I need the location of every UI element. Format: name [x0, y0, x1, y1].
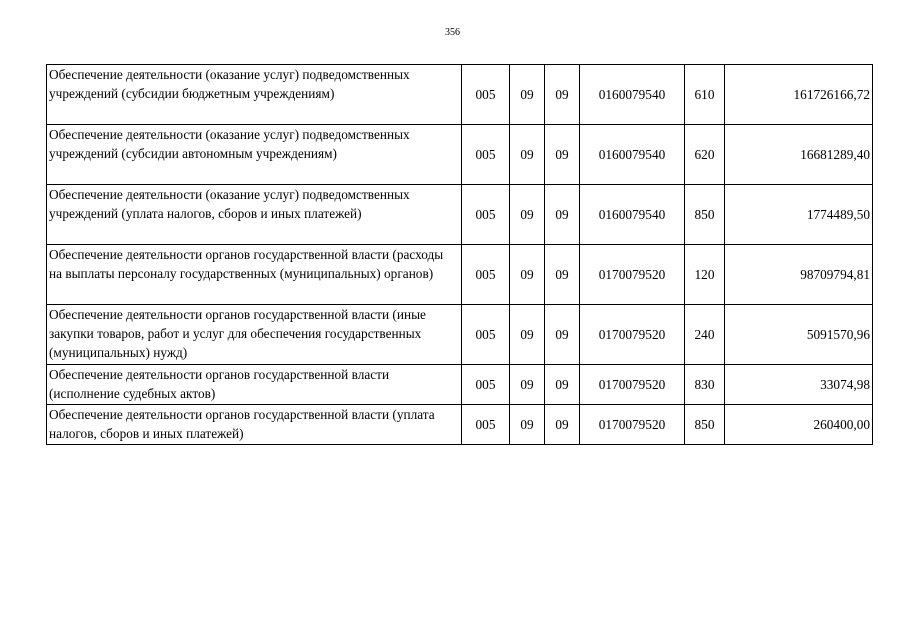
- expense-name: Обеспечение деятельности (оказание услуг) подведомственных учреждений (субсидии бюджетным учреждениям): [47, 65, 462, 125]
- subsection-code: 09: [545, 65, 580, 125]
- expense-name: Обеспечение деятельности органов государственной власти (исполнение судебных актов): [47, 365, 462, 405]
- section-code: 09: [510, 125, 545, 185]
- ministry-code: 005: [462, 365, 510, 405]
- amount: 98709794,81: [725, 245, 873, 305]
- target-article-code: 0160079540: [580, 185, 685, 245]
- subsection-code: 09: [545, 405, 580, 445]
- table-row: [47, 185, 873, 245]
- expense-name: Обеспечение деятельности (оказание услуг) подведомственных учреждений (уплата налогов, сборов и иных платежей): [47, 185, 462, 245]
- expense-type-code: 850: [685, 405, 725, 445]
- target-article-code: 0170079520: [580, 305, 685, 365]
- ministry-code: 005: [462, 245, 510, 305]
- table-row: [47, 125, 873, 185]
- ministry-code: 005: [462, 185, 510, 245]
- expense-type-code: 610: [685, 65, 725, 125]
- expense-name: Обеспечение деятельности органов государственной власти (расходы на выплаты персоналу государственных (муниципальных) органов): [47, 245, 462, 305]
- target-article-code: 0170079520: [580, 365, 685, 405]
- section-code: 09: [510, 245, 545, 305]
- target-article-code: 0170079520: [580, 245, 685, 305]
- target-article-code: 0160079540: [580, 65, 685, 125]
- section-code: 09: [510, 65, 545, 125]
- amount: 5091570,96: [725, 305, 873, 365]
- expense-type-code: 240: [685, 305, 725, 365]
- amount: 16681289,40: [725, 125, 873, 185]
- table-row: [47, 305, 873, 365]
- expense-type-code: 120: [685, 245, 725, 305]
- section-code: 09: [510, 305, 545, 365]
- subsection-code: 09: [545, 305, 580, 365]
- target-article-code: 0160079540: [580, 125, 685, 185]
- expense-type-code: 620: [685, 125, 725, 185]
- subsection-code: 09: [545, 365, 580, 405]
- ministry-code: 005: [462, 405, 510, 445]
- subsection-code: 09: [545, 125, 580, 185]
- amount: 33074,98: [725, 365, 873, 405]
- subsection-code: 09: [545, 245, 580, 305]
- budget-table: [46, 64, 873, 445]
- expense-type-code: 850: [685, 185, 725, 245]
- page-number: 356: [445, 27, 460, 38]
- subsection-code: 09: [545, 185, 580, 245]
- expense-name: Обеспечение деятельности органов государственной власти (уплата налогов, сборов и иных платежей): [47, 405, 462, 445]
- amount: 260400,00: [725, 405, 873, 445]
- expense-name: Обеспечение деятельности органов государственной власти (иные закупки товаров, работ и услуг для обеспечения государственных (муниципальных) нужд): [47, 305, 462, 365]
- ministry-code: 005: [462, 305, 510, 365]
- section-code: 09: [510, 365, 545, 405]
- amount: 1774489,50: [725, 185, 873, 245]
- amount: 161726166,72: [725, 65, 873, 125]
- ministry-code: 005: [462, 65, 510, 125]
- expense-type-code: 830: [685, 365, 725, 405]
- table-row: [47, 365, 873, 405]
- section-code: 09: [510, 185, 545, 245]
- section-code: 09: [510, 405, 545, 445]
- ministry-code: 005: [462, 125, 510, 185]
- table-row: [47, 65, 873, 125]
- target-article-code: 0170079520: [580, 405, 685, 445]
- table-row: [47, 405, 873, 445]
- expense-name: Обеспечение деятельности (оказание услуг) подведомственных учреждений (субсидии автономным учреждениям): [47, 125, 462, 185]
- table-row: [47, 245, 873, 305]
